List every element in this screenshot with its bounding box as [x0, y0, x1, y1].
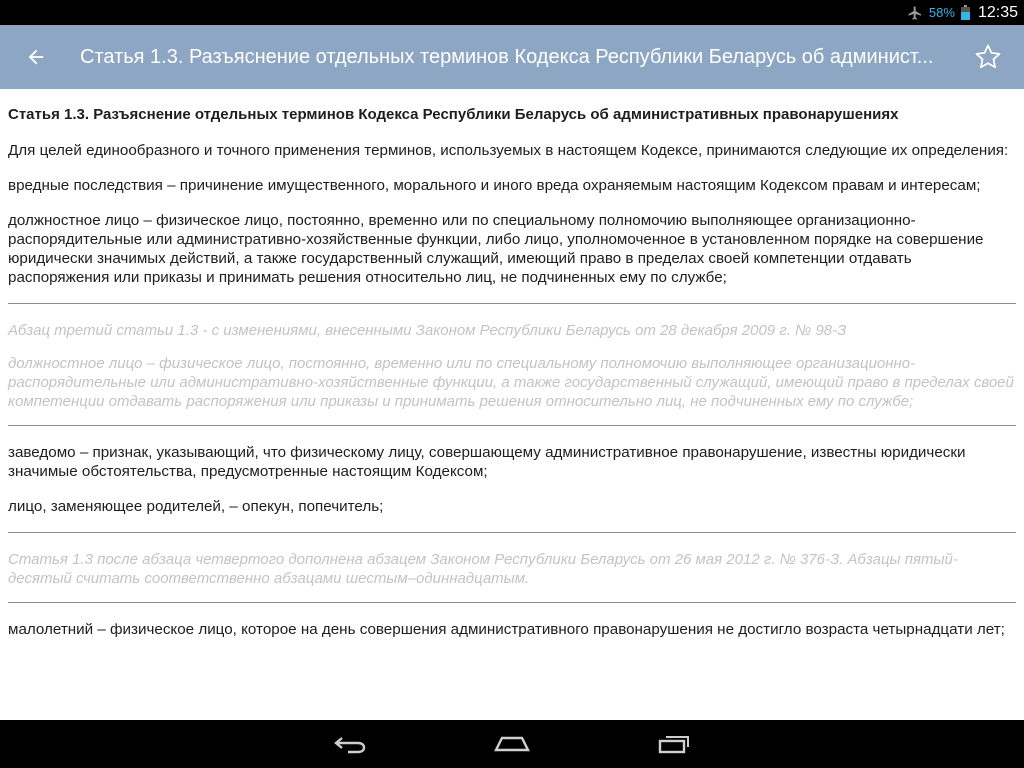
- paragraph-official: должностное лицо – физическое лицо, постоянно, временно или по специальному полномочию выполняющее организационно-распорядительные или административно-хозяйственные функции, либо лицо, уполномоченное в установленном порядке на совершение юридически значимых действий, а также государственный служащий, имеющий право в пределах своей компетенции отдавать распоряжения или приказы и принимать решения относительно лиц, не подчиненных ему по службе;: [8, 212, 984, 286]
- status-icons: [907, 0, 1018, 25]
- arrow-back-icon: [25, 46, 47, 68]
- star-outline-icon: [973, 42, 1003, 72]
- nav-home-button[interactable]: [488, 728, 536, 760]
- recent-apps-icon: [656, 734, 692, 754]
- amendment-note: Абзац третий статьи 1.3 - с изменениями, внесенными Законом Республики Беларусь от 28 декабря 2009 г. № 98-З: [8, 322, 847, 339]
- article-title: Статья 1.3. Разъяснение отдельных терминов Кодекса Республики Беларусь об административных правонарушениях: [8, 106, 899, 123]
- divider: [8, 602, 1016, 603]
- paragraph-minor: малолетний – физическое лицо, которое на день совершения административного правонарушения не достигло возраста четырнадцати лет;: [8, 621, 1005, 638]
- supplement-note: Статья 1.3 после абзаца четвертого дополнена абзацем Законом Республики Беларусь от 26 мая 2012 г. № 376-З. Абзацы пятый-десятый считать соответственно абзацами шестым–одиннадцатым.: [8, 551, 958, 587]
- status-bar: [0, 0, 1024, 25]
- action-bar: [0, 25, 1024, 89]
- favorite-button[interactable]: [972, 41, 1004, 73]
- battery-percent: 58%: [928, 5, 955, 20]
- paragraph-intro: Для целей единообразного и точного применения терминов, используемых в настоящем Кодексе, принимаются следующие их определения:: [8, 142, 1009, 159]
- paragraph-harmful-consequences: вредные последствия – причинение имущественного, морального и иного вреда охраняемым настоящим Кодексом правам и интересам;: [8, 177, 981, 194]
- page-title: Статья 1.3. Разъяснение отдельных терминов Кодекса Республики Беларусь об админист...: [80, 46, 934, 68]
- back-nav-icon: [332, 734, 368, 754]
- paragraph-knowingly: заведомо – признак, указывающий, что физическому лицу, совершающему административное правонарушение, известны юридически значимые обстоятельства, предусмотренные настоящим Кодексом;: [8, 444, 966, 480]
- nav-back-button[interactable]: [326, 728, 374, 760]
- airplane-mode-icon: [907, 5, 923, 21]
- paragraph-guardian: лицо, заменяющее родителей, – опекун, попечитель;: [8, 498, 384, 515]
- clock: 12:35: [977, 3, 1018, 21]
- nav-recents-button[interactable]: [650, 728, 698, 760]
- divider: [8, 532, 1016, 533]
- divider: [8, 303, 1016, 304]
- navigation-bar: [0, 720, 1024, 768]
- divider: [8, 425, 1016, 426]
- old-text-note: должностное лицо – физическое лицо, постоянно, временно или по специальному полномочию выполняющее организационно-распорядительные или административно-хозяйственные функции, а также государственный служащий, имеющий право в пределах своей компетенции отдавать распоряжения или приказы и принимать решения относительно лиц, не подчиненных ему по службе;: [8, 355, 1014, 410]
- battery-icon: [961, 5, 970, 20]
- article-content[interactable]: [0, 89, 1024, 720]
- home-nav-icon: [492, 734, 532, 754]
- back-button[interactable]: [18, 41, 54, 73]
